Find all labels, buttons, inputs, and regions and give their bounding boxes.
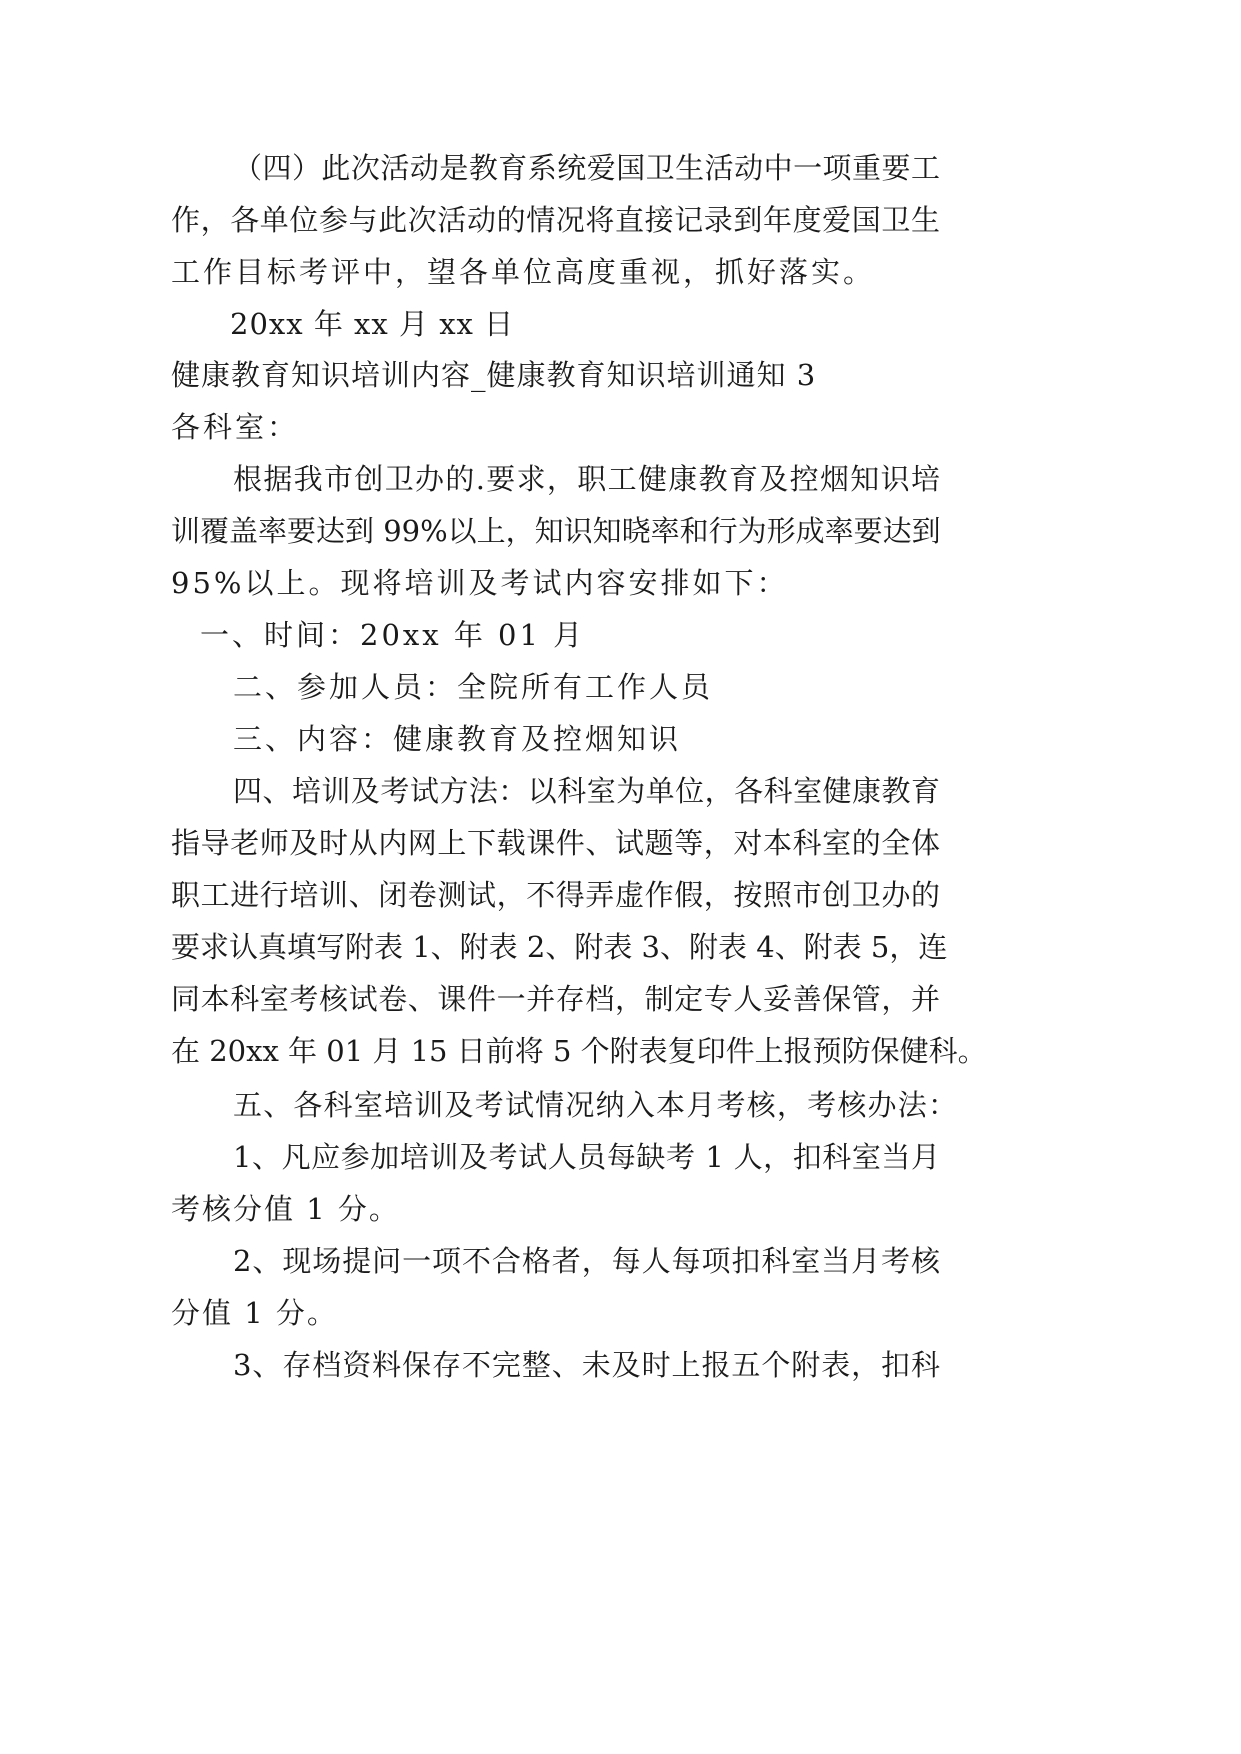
date-line: 20xx 年 xx 月 xx 日	[230, 307, 515, 341]
rule2-line-2: 分值 1 分。	[171, 1296, 338, 1330]
item-time: 一、时间：20xx 年 01 月	[200, 618, 586, 652]
intro-line-2: 训覆盖率要达到 99%以上，知识知晓率和行为形成率要达到	[171, 514, 941, 548]
section4-line-3: 工作目标考评中，望各单位高度重视，抓好落实。	[171, 255, 876, 289]
assessment-line: 五、各科室培训及考试情况纳入本月考核，考核办法：	[233, 1088, 957, 1122]
section4-line-1: （四）此次活动是教育系统爱国卫生活动中一项重要工	[233, 151, 940, 185]
item-content: 三、内容：健康教育及控烟知识	[233, 722, 682, 756]
notice-title: 健康教育知识培训内容_健康教育知识培训通知 3	[171, 358, 817, 392]
method-line-2: 指导老师及时从内网上下载课件、试题等，对本科室的全体	[171, 826, 940, 860]
method-line-3: 职工进行培训、闭卷测试，不得弄虚作假，按照市创卫办的	[171, 878, 940, 912]
method-line-1: 四、培训及考试方法：以科室为单位，各科室健康教育	[233, 774, 940, 808]
intro-line-1: 根据我市创卫办的.要求，职工健康教育及控烟知识培	[233, 462, 940, 496]
rule1-line-1: 1、凡应参加培训及考试人员每缺考 1 人，扣科室当月	[233, 1140, 940, 1174]
method-line-6: 在 20xx 年 01 月 15 日前将 5 个附表复印件上报预防保健科。	[171, 1034, 987, 1068]
method-line-4: 要求认真填写附表 1、附表 2、附表 3、附表 4、附表 5，连	[171, 930, 948, 964]
rule3-line-1: 3、存档资料保存不完整、未及时上报五个附表，扣科	[233, 1348, 940, 1382]
item-participants: 二、参加人员：全院所有工作人员	[233, 670, 714, 704]
section4-line-2: 作，各单位参与此次活动的情况将直接记录到年度爱国卫生	[171, 203, 940, 237]
salutation: 各科室：	[171, 410, 300, 444]
method-line-5: 同本科室考核试卷、课件一并存档，制定专人妥善保管，并	[171, 982, 940, 1016]
rule1-line-2: 考核分值 1 分。	[171, 1192, 400, 1226]
intro-line-3: 95%以上。现将培训及考试内容安排如下：	[171, 566, 789, 600]
rule2-line-1: 2、现场提问一项不合格者，每人每项扣科室当月考核	[233, 1244, 940, 1278]
